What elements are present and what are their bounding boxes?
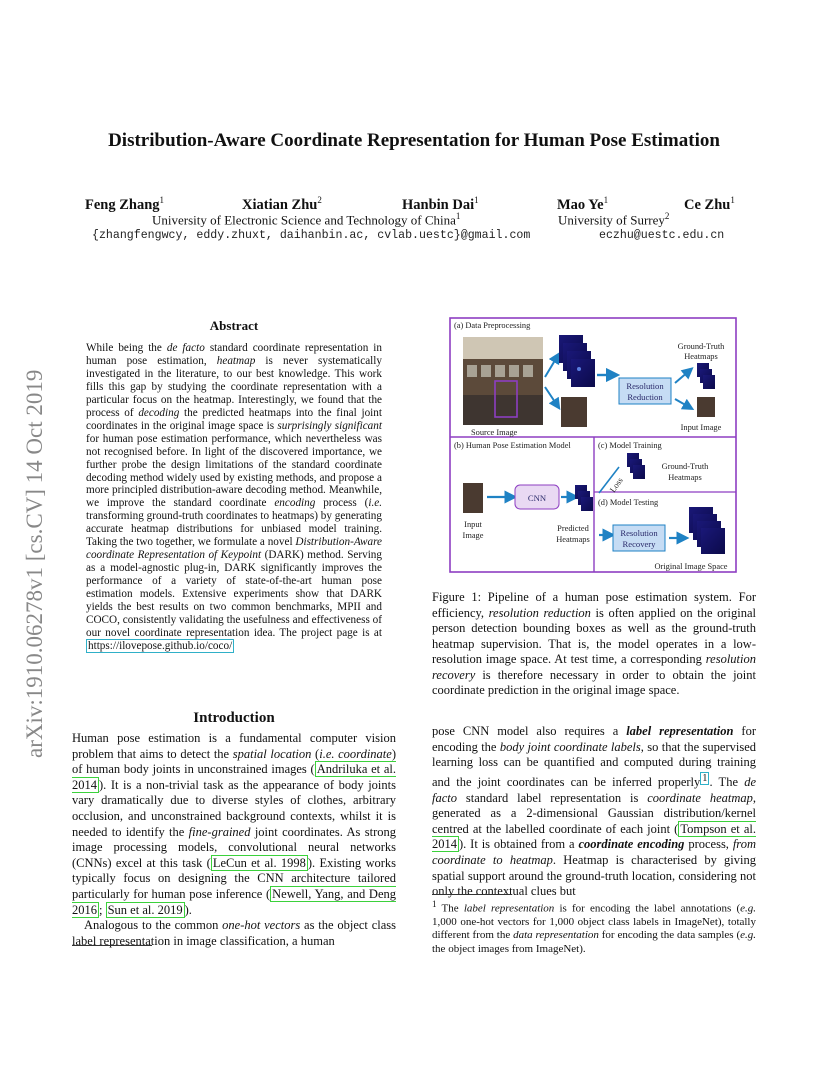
email-2: eczhu@uestc.edu.cn [599,229,725,242]
left-footnote-rule [72,945,152,946]
cropped-person-large [561,397,587,427]
ground-truth-label-c: Ground-Truth [661,462,709,471]
predicted-label: Predicted [557,524,589,533]
input-image-small [697,397,715,417]
citation-tompson[interactable]: Tompson et al. 2014 [432,821,756,852]
heatmaps-label-c: Heatmaps [668,473,702,482]
cnn-label: CNN [527,493,547,503]
footnote-1-marker[interactable]: 1 [702,772,708,784]
footnote-1: $^1$ The label representation is for encoding the label annotations (e.g. 1,000 one-hot vectors for 1,000 object class labels in ImageNet), totally different from the data representation for encoding the data samples (e.g. the object images from ImageNet). [432,899,757,955]
arrow-to-small-image [675,399,689,407]
predicted-heatmap-stack [575,485,593,511]
introduction-heading: Introduction [193,710,275,726]
reduction-line-1: Resolution [626,381,664,391]
author-2: Xiatian Zhu$^2$ [242,195,322,213]
source-image-photo [463,337,543,425]
figure-1-pipeline [449,317,737,573]
input-image-thumbnail [463,483,483,513]
heatmaps-label-a: Heatmaps [684,352,718,361]
affiliation-2: University of Surrey$^2$ [558,211,670,228]
ground-truth-heatmap-stack-large [559,335,595,387]
arxiv-identifier-stamp [12,290,52,760]
source-image-label: Source Image [471,428,518,437]
reduction-line-2: Reduction [627,392,663,402]
loss-label: Loss [608,476,625,495]
paper-title: Distribution-Aware Coordinate Representation for Human Pose Estimation [108,130,720,151]
panel-b-label: (b) Human Pose Estimation Model [454,441,571,450]
panel-d-label: (d) Model Testing [598,498,659,507]
image-label: Image [462,531,484,540]
citation-newell[interactable]: Newell, Yang, and Deng 2016 [72,886,396,917]
panel-c-label: (c) Model Training [598,441,662,450]
author-4: Mao Ye$^1$ [557,195,609,213]
project-page-link[interactable]: https://ilovepose.github.io/coco/ [88,639,233,652]
citation-andriluka[interactable]: Andriluka et al. 2014 [72,762,396,792]
arrow-crop-up [545,357,557,377]
original-space-label: Original Image Space [654,562,728,571]
footnote-rule [432,894,512,895]
arrow-to-small-heatmap [675,371,689,383]
right-column-body: pose CNN model also requires a label representation for encoding the body joint coordinate labels, so that the supervised learning loss can be quantified and computed during training and the joint coordinates can be inferred properly $^1$ . The de facto standard label representation is coordinate heatmap, generated as a 2-dimensional Gaussian distribution/kernel centred at the labelled coordinate of each joint ( Tompson et al. 2014 ). It is obtained from a coordinate encoding process, from coordinate to heatmap. Heatmap is characterised by giving spatial support around the ground-truth location, considering not only the contextual clues but [432,724,756,899]
abstract-heading: Abstract [209,318,259,333]
affiliation-1: University of Electronic Science and Technology of China$^1$ [152,211,461,228]
email-1: {zhangfengwcy, eddy.zhuxt, daihanbin.ac, cvlab.uestc}@gmail.com [92,229,531,242]
panel-a-label: (a) Data Preprocessing [454,321,531,330]
arxiv-id-text: arXiv:1910.06278v1 [cs.CV] 14 Oct 2019 [22,369,47,758]
heatmaps-label-b: Heatmaps [556,535,590,544]
input-label: Input [464,520,482,529]
figure-1-caption: Figure 1: Pipeline of a human pose estimation system. For efficiency, resolution reduction is often applied on the original person detection bounding boxes as well as the ground-truth heatmap supervision. That is, the model operates in a low-resolution image space. At test time, a corresponding resolution recovery is therefore necessary in order to obtain the joint coordinate prediction in the original image space. [432,590,756,697]
recovery-line-1: Resolution [620,528,658,538]
author-1: Feng Zhang$^1$ [85,195,165,213]
arrow-crop-down [545,387,557,405]
ground-truth-label-a: Ground-Truth [677,342,725,351]
intro-paragraph-1: Human pose estimation is a fundamental computer vision problem that aims to detect the spatial location (i.e. coordinate) of human body joints in unconstrained images ( Andriluka et al. 2014 ). It is a non-trivial task as the appearance of body joints vary dramatically due to diverse styles of clothes, arbitrary occlusion, and unconstrained background contexts, whilst it is needed to identify the fine-grained joint coordinates. As strong image processing models, convolutional neural networks (CNNs) excel at this task ( LeCun et al. 1998 ). Existing works typically focus on designing the CNN architecture tailored particularly for human pose inference ( Newell, Yang, and Deng 2016 ; Sun et al. 2019 ). [72,731,397,917]
ground-truth-heatmap-stack-small [697,363,715,389]
introduction-body [72,731,396,949]
recovery-line-2: Recovery [622,539,656,549]
citation-lecun[interactable]: LeCun et al. 1998 [212,855,306,870]
author-3: Hanbin Dai$^1$ [402,195,479,213]
author-5: Ce Zhu$^1$ [684,195,735,213]
intro-paragraph-2: Analogous to the common one-hot vectors as the object class label representation in image classification, a human [72,918,396,948]
original-space-heatmap-stack [689,507,725,554]
training-ground-truth-heatmaps [627,453,645,479]
citation-sun[interactable]: Sun et al. 2019 [107,902,183,917]
input-image-label-a: Input Image [680,423,722,432]
abstract-body: While being the de facto standard coordinate representation in human pose estimation, heatmap is never systematically investigated in the literature, to our best knowledge. This work fills this gap by studying the coordinate representation with a particular focus on the heatmap. Interestingly, we found that the process of decoding the predicted heatmaps into the final joint coordinates in the original image space is surprisingly significant for human pose estimation performance, which nevertheless was not recognised before. In light of the discovered importance, we further probe the design limitations of the standard coordinate decoding method widely used by existing methods, and propose a more principled distribution-aware decoding method. Meanwhile, we improve the standard coordinate encoding process (i.e. transforming ground-truth coordinates to heatmaps) by generating accurate heatmap distributions for unbiased model training. Taking the two together, we formulate a novel Distribution-Aware coordinate Representation of Keypoint (DARK) method. Serving as a model-agnostic plug-in, DARK significantly improves the performance of a variety of state-of-the-art human pose estimation models. Extensive experiments show that DARK yields the best results on two common benchmarks, MPII and COCO, consistently validating the usefulness and effectiveness of our novel coordinate representation idea. The project page is at https://ilovepose.github.io/coco/ [86,342,383,652]
